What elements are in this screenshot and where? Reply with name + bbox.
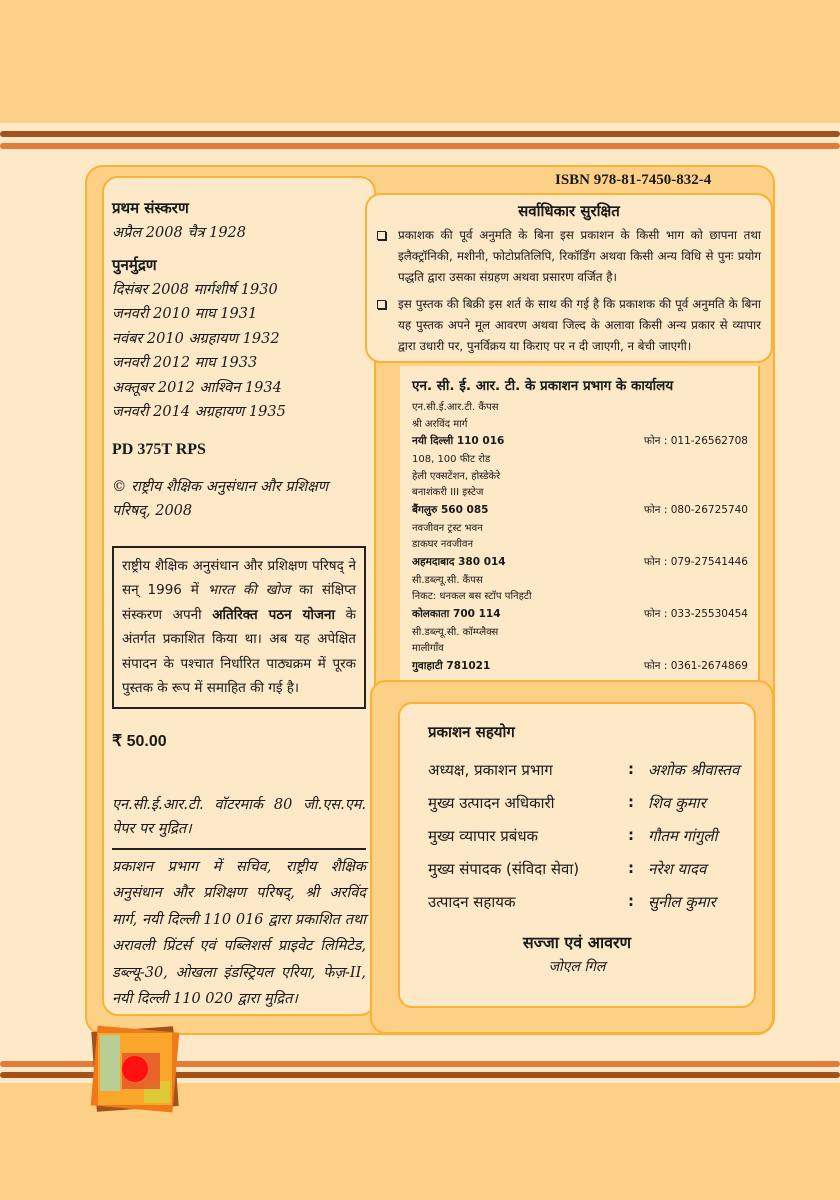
first-edition-heading: प्रथम संस्करण: [112, 199, 189, 217]
team-row: [428, 859, 754, 892]
team-member-name: सुनील कुमार: [648, 893, 716, 911]
office-address-line: नवजीवन ट्रस्ट भवन: [412, 522, 483, 534]
office-address-line: एन.सी.ई.आर.टी. कैंपस: [412, 402, 499, 413]
note-text: के अंतर्गत प्रकाशित किया था। अब यह अपेक्षित संपादन के पश्चात निर्धारित पाठ्यक्रम में पूरक पुस्तक के रूप में समाहित की गई है।: [122, 606, 356, 696]
office-address-line: हेली एक्सटेंशन, होस्डेकेरे: [412, 470, 501, 482]
office-phone: फोन : 079-27541446: [643, 555, 748, 568]
publication-team-box: [398, 702, 756, 1008]
office-city-row: [412, 502, 748, 519]
office-address-line: सी.डब्ल्यू.सी. कैंपस: [412, 574, 483, 586]
checkbox-bullet-icon: [377, 300, 386, 309]
separator: :: [628, 793, 634, 811]
team-row: [428, 793, 754, 826]
copyright-notice: © राष्ट्रीय शैक्षिक अनुसंधान और प्रशिक्षण परिषद्, 2008: [112, 478, 329, 519]
office-city: नयी दिल्ली 110 016: [412, 435, 505, 447]
top-band: [0, 0, 840, 123]
imprint-text: प्रकाशन प्रभाग में सचिव, राष्ट्रीय शैक्षिक अनुसंधान और प्रशिक्षण परिषद्, श्री अरविंद मार्ग, नयी दिल्ली 110 016 द्वारा प्रकाशित तथा अरावली प्रिंटर्स एवं पब्लिशर्स प्राइवेट लिमिटेड, डब्ल्यू-30, ओखला इंडस्ट्रियल एरिया, फेज़-II, नयी दिल्ली 110 020 द्वारा मुद्रित।: [112, 858, 366, 1007]
office-city-row: [412, 433, 748, 450]
team-member-name: गौतम गांगुली: [648, 827, 718, 845]
office-city: बैंगलुरु 560 085: [412, 503, 489, 516]
offices-title: एन. सी. ई. आर. टी. के प्रकाशन प्रभाग के कार्यालय: [412, 378, 674, 394]
rights-text: प्रकाशक की पूर्व अनुमति के बिना इस प्रकाशन के किसी भाग को छापना तथा इलैक्ट्रॉनिकी, मशीनी, फोटोप्रतिलिपि, रिकॉर्डिंग अथवा किसी अन्य विधि से पुनः प्रयोग पद्धति द्वारा उसका संग्रहण अथवा प्रसारण वर्जित है।: [398, 228, 761, 284]
team-role: मुख्य संपादक (संविदा सेवा): [428, 860, 580, 878]
office-city-row: [412, 658, 748, 675]
office-phone: फोन : 011-26562708: [643, 435, 748, 447]
team-role: उत्पादन सहायक: [428, 893, 516, 911]
office-address-line: मालीगाँव: [412, 643, 444, 654]
isbn: ISBN 978-81-7450-832-4: [555, 172, 712, 188]
ncert-logo-graphic: [88, 1023, 182, 1115]
team-role: मुख्य व्यापार प्रबंधक: [428, 827, 539, 845]
reprint-item: अक्तूबर 2012 आश्विन 1934: [112, 379, 282, 396]
team-role: अध्यक्ष, प्रकाशन प्रभाग: [428, 761, 553, 779]
team-role: मुख्य उत्पादन अधिकारी: [428, 794, 555, 812]
paper-note: एन.सी.ई.आर.टी. वॉटरमार्क 80 जी.एस.एम. पेपर पर मुद्रित।: [112, 796, 366, 837]
decorative-stripe: [0, 143, 840, 149]
team-member-name: नरेश यादव: [648, 860, 707, 878]
first-edition-date: अप्रैल 2008 चैत्र 1928: [112, 224, 247, 241]
office-city-row: [412, 606, 748, 623]
office-address-line: श्री अरविंद मार्ग: [412, 418, 468, 430]
decorative-stripe: [0, 131, 840, 137]
team-member-name: अशोक श्रीवास्तव: [648, 761, 740, 779]
office-city: कोलकाता 700 114: [412, 607, 501, 620]
product-code: PD 375T RPS: [112, 440, 206, 458]
office-address-line: सी.डब्ल्यू.सी. कॉम्प्लैक्स: [412, 626, 499, 638]
office-address-line: डाकघर नवजीवन: [412, 539, 474, 550]
rights-item: [377, 225, 761, 288]
separator: :: [628, 826, 634, 844]
note-scheme: अतिरिक्त पठन योजना: [212, 606, 336, 623]
edition-panel: [102, 176, 376, 1016]
team-member-name: शिव कुमार: [648, 794, 706, 812]
office-city: अहमदाबाद 380 014: [412, 555, 506, 568]
designer-name: जोएल गिल: [548, 959, 606, 975]
office-city-row: [412, 554, 748, 571]
note-text: राष्ट्रीय शैक्षिक अनुसंधान और प्रशिक्षण परिषद् ने सन् 1996 में: [122, 557, 356, 598]
reprint-item: जनवरी 2010 माघ 1931: [112, 306, 258, 322]
separator: :: [628, 760, 634, 778]
office-phone: फोन : 080-26725740: [643, 503, 748, 516]
office-city: गुवाहाटी 781021: [412, 659, 491, 672]
price: ₹ 50.00: [112, 732, 167, 750]
note-book-title: भारत की खोज: [207, 582, 291, 598]
reprint-item: दिसंबर 2008 मार्गशीर्ष 1930: [112, 281, 278, 298]
team-row: [428, 826, 754, 859]
reprint-item: जनवरी 2012 माघ 1933: [112, 355, 258, 371]
office-address-line: 108, 100 फीट रोड: [412, 454, 491, 465]
team-title: प्रकाशन सहयोग: [428, 723, 515, 741]
separator: :: [628, 859, 634, 877]
design-title: सज्जा एवं आवरण: [522, 933, 632, 952]
team-row: [428, 892, 754, 925]
checkbox-bullet-icon: [377, 231, 386, 240]
office-phone: फोन : 0361-2674869: [643, 659, 748, 672]
office-phone: फोन : 033-25530454: [643, 607, 748, 620]
offices-section: [400, 366, 760, 680]
rights-item: [377, 294, 761, 357]
office-address-line: निकट: धनकल बस स्टॉप पनिहटी: [412, 591, 532, 602]
note-text: का संक्षिप्त संस्करण अपनी: [122, 582, 356, 623]
reprint-item: जनवरी 2014 अग्रहायण 1935: [112, 404, 286, 420]
note-box: [112, 546, 366, 709]
rights-title: सर्वाधिकार सुरक्षित: [518, 202, 620, 220]
separator: :: [628, 892, 634, 910]
rights-text: इस पुस्तक की बिक्री इस शर्त के साथ की गई है कि प्रकाशक की पूर्व अनुमति के बिना यह पुस्तक अपने मूल आवरण अथवा जिल्द के अलावा किसी अन्य प्रकार से व्यापार द्वारा उधारी पर, पुनर्विक्रय या किराए पर न दी जाएगी, न बेची जाएगी।: [398, 297, 761, 353]
team-row: [428, 760, 754, 793]
reprint-heading: पुनर्मुद्रण: [112, 256, 157, 274]
reprint-item: नवंबर 2010 अग्रहायण 1932: [112, 330, 280, 347]
divider: [112, 848, 366, 850]
rights-reserved-box: [365, 193, 773, 363]
office-address-line: बनाशंकरी III इस्टेज: [412, 487, 484, 498]
